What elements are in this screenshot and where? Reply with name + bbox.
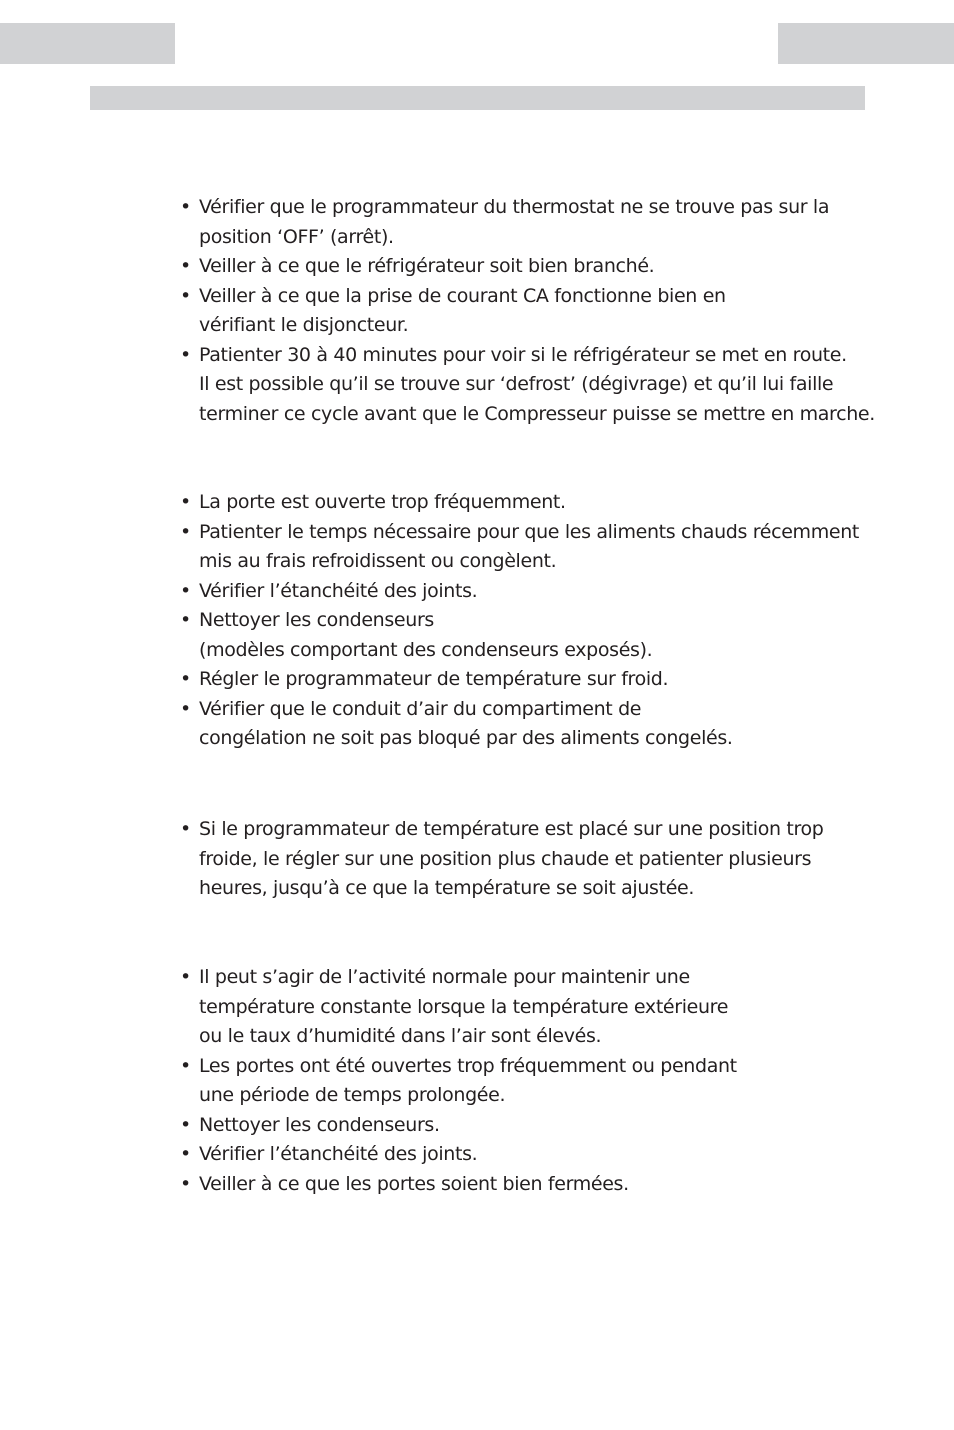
list-item (180, 193, 880, 252)
section-2-bullet-list (180, 488, 880, 754)
list-item (180, 341, 880, 430)
bullet-icon: • (180, 1054, 191, 1077)
list-item-text: Veiller à ce que la prise de courant CA fonctionne bien en (199, 284, 726, 307)
list-item-text: congélation ne soit pas bloqué par des aliments congelés. (199, 727, 733, 749)
list-item-text: froide, le régler sur une position plus chaude et patienter plusieurs (199, 847, 812, 870)
bullet-icon: • (180, 668, 191, 690)
list-item (180, 518, 880, 577)
list-item-text: Nettoyer les condenseurs. (199, 1113, 440, 1136)
list-item-text: heures, jusqu’à ce que la température se soit ajustée. (199, 877, 695, 899)
list-item-text: Nettoyer les condenseurs (199, 609, 434, 631)
header-bar (90, 86, 865, 110)
list-item-text: Vérifier l’étanchéité des joints. (199, 579, 478, 602)
bullet-icon: • (180, 1143, 191, 1165)
list-item-text: terminer ce cycle avant que le Compresseur puisse se mettre en marche. (199, 402, 875, 425)
bullet-icon: • (180, 284, 191, 307)
section-4-bullet-list (180, 963, 880, 1199)
list-item (180, 1052, 880, 1111)
list-item (180, 963, 880, 1052)
list-item-text: Vérifier l’étanchéité des joints. (199, 1143, 478, 1165)
list-item-text: Patienter 30 à 40 minutes pour voir si le réfrigérateur se met en route. (199, 343, 847, 366)
list-item (180, 606, 880, 665)
section-3-bullet-list (180, 815, 880, 904)
bullet-icon: • (180, 1113, 191, 1136)
list-item-text: ou le taux d’humidité dans l’air sont élevés. (199, 1025, 602, 1047)
bullet-icon: • (180, 697, 191, 720)
bullet-icon: • (180, 196, 191, 218)
bullet-icon: • (180, 579, 191, 602)
list-item-text: Régler le programmateur de température sur froid. (199, 668, 669, 690)
list-item-text: Il peut s’agir de l’activité normale pour maintenir une (199, 966, 690, 988)
list-item-text: une période de temps prolongée. (199, 1084, 506, 1106)
list-item-text: vérifiant le disjoncteur. (199, 314, 409, 336)
list-item (180, 252, 880, 282)
bullet-icon: • (180, 966, 191, 988)
list-item-text: Veiller à ce que le réfrigérateur soit bien branché. (199, 255, 655, 277)
list-item-text: Veiller à ce que les portes soient bien fermées. (199, 1172, 629, 1195)
list-item (180, 1111, 880, 1141)
bullet-icon: • (180, 255, 191, 277)
header-tab-right (778, 23, 954, 64)
list-item-text: position ‘OFF’ (arrêt). (199, 225, 394, 248)
list-item (180, 282, 880, 341)
bullet-icon: • (180, 520, 191, 543)
list-item-text: Vérifier que le conduit d’air du compartiment de (199, 697, 642, 720)
list-item-text: température constante lorsque la température extérieure (199, 995, 729, 1018)
list-item (180, 695, 880, 754)
list-item-text: Il est possible qu’il se trouve sur ‘defrost’ (dégivrage) et qu’il lui faille (199, 373, 834, 395)
section-1-bullet-list (180, 193, 880, 429)
header-tab-left (0, 23, 175, 64)
list-item (180, 1170, 880, 1200)
list-item-text: Les portes ont été ouvertes trop fréquemment ou pendant (199, 1054, 737, 1077)
list-item (180, 488, 880, 518)
bullet-icon: • (180, 818, 191, 840)
list-item-text: (modèles comportant des condenseurs exposés). (199, 638, 653, 661)
list-item (180, 1140, 880, 1170)
list-item (180, 665, 880, 695)
list-item-text: Patienter le temps nécessaire pour que les aliments chauds récemment (199, 520, 859, 543)
list-item-text: La porte est ouverte trop fréquemment. (199, 491, 566, 513)
bullet-icon: • (180, 609, 191, 631)
list-item-text: Vérifier que le programmateur du thermostat ne se trouve pas sur la (199, 196, 830, 218)
list-item (180, 815, 880, 904)
bullet-icon: • (180, 491, 191, 513)
list-item (180, 577, 880, 607)
bullet-icon: • (180, 1172, 191, 1195)
list-item-text: Si le programmateur de température est placé sur une position trop (199, 818, 824, 840)
list-item-text: mis au frais refroidissent ou congèlent. (199, 550, 557, 572)
bullet-icon: • (180, 343, 191, 366)
